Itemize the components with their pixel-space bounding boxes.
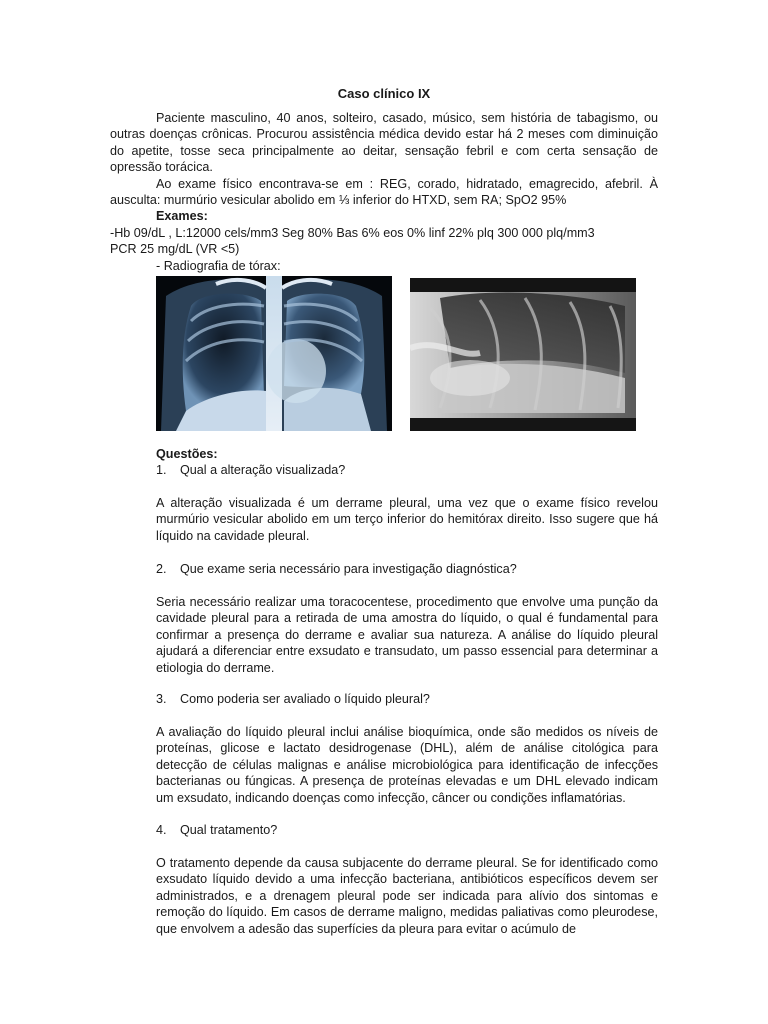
question-2 xyxy=(156,561,658,577)
exam-line-2: PCR 25 mg/dL (VR <5) xyxy=(110,242,240,257)
case-paragraph-1: Paciente masculino, 40 anos, solteiro, casado, músico, sem história de tabagismo, ou outras doenças crônicas. Procurou assistência médica devido estar há 2 meses com diminuição do apetite, tosse seca principalmente ao deitar, sensação febril e com certa sensação de opressão torácica. xyxy=(110,111,658,175)
page-title: Caso clínico IX xyxy=(337,86,431,101)
case-paragraph-2: Ao exame físico encontrava-se em : REG, corado, hidratado, emagrecido, afebril. À ausculta: murmúrio vesicular abolido em ⅓ inferior do HTXD, sem RA; SpO2 95% xyxy=(110,176,658,208)
exam-line-3: - Radiografia de tórax: xyxy=(156,258,281,273)
answer-1: A alteração visualizada é um derrame pleural, uma vez que o exame físico revelou murmúrio vesicular abolido em um terço inferior do hemitórax direito. Isso sugere que há líquido na cavidade pleural. xyxy=(156,496,658,543)
question-4-number: 4. xyxy=(156,823,167,837)
question-3-number: 3. xyxy=(156,692,167,706)
questions-heading xyxy=(156,446,658,462)
question-4 xyxy=(156,822,658,838)
questions-heading-label: Questões: xyxy=(156,447,218,461)
question-2-text: Que exame seria necessário para investigação diagnóstica? xyxy=(180,562,517,576)
exam-line-1: -Hb 09/dL , L:12000 cels/mm3 Seg 80% Bas 6% eos 0% linf 22% plq 300 000 plq/mm3 xyxy=(110,225,595,240)
question-1 xyxy=(156,462,658,478)
question-4-text: Qual tratamento? xyxy=(180,823,278,837)
question-1-number: 1. xyxy=(156,463,167,477)
question-1-text: Qual a alteração visualizada? xyxy=(180,463,346,477)
answer-2: Seria necessário realizar uma toracocentese, procedimento que envolve uma punção da cavidade pleural para a retirada de uma amostra do líquido, o qual é fundamental para confirmar a presença do derrame e avaliar sua natureza. A análise do líquido pleural ajudará a diferenciar entre exsudato e transudato, um passo essencial para determinar a etiologia do derrame. xyxy=(156,595,658,675)
case-description xyxy=(110,110,658,274)
chest-xray-lateral-image xyxy=(410,278,636,431)
answer-4: O tratamento depende da causa subjacente do derrame pleural. Se for identificado como exsudato líquido devido a uma infecção bacteriana, antibióticos específicos devem ser administrados, e a drenagem pleural pode ser indicada para alívio dos sintomas e remoção do líquido. Em casos de derrame maligno, medidas paliativas como pleurodese, que envolvem a adesão das superfícies da pleura para evitar o acúmulo de xyxy=(156,856,658,936)
exams-heading: Exames: xyxy=(156,209,208,224)
chest-xray-frontal-image xyxy=(156,276,392,431)
question-3 xyxy=(156,691,658,707)
question-3-text: Como poderia ser avaliado o líquido pleural? xyxy=(180,692,430,706)
question-2-number: 2. xyxy=(156,562,167,576)
answer-3: A avaliação do líquido pleural inclui análise bioquímica, onde são medidos os níveis de proteínas, glicose e lactato desidrogenase (DHL), além de análise citológica para detecção de células malignas e análise microbiológica para identificação de infecções bacterianas ou fúngicas. A presença de proteínas elevadas e um DHL elevado indicam um exsudato, indicando doenças como infecção, câncer ou condições inflamatórias. xyxy=(156,725,658,805)
